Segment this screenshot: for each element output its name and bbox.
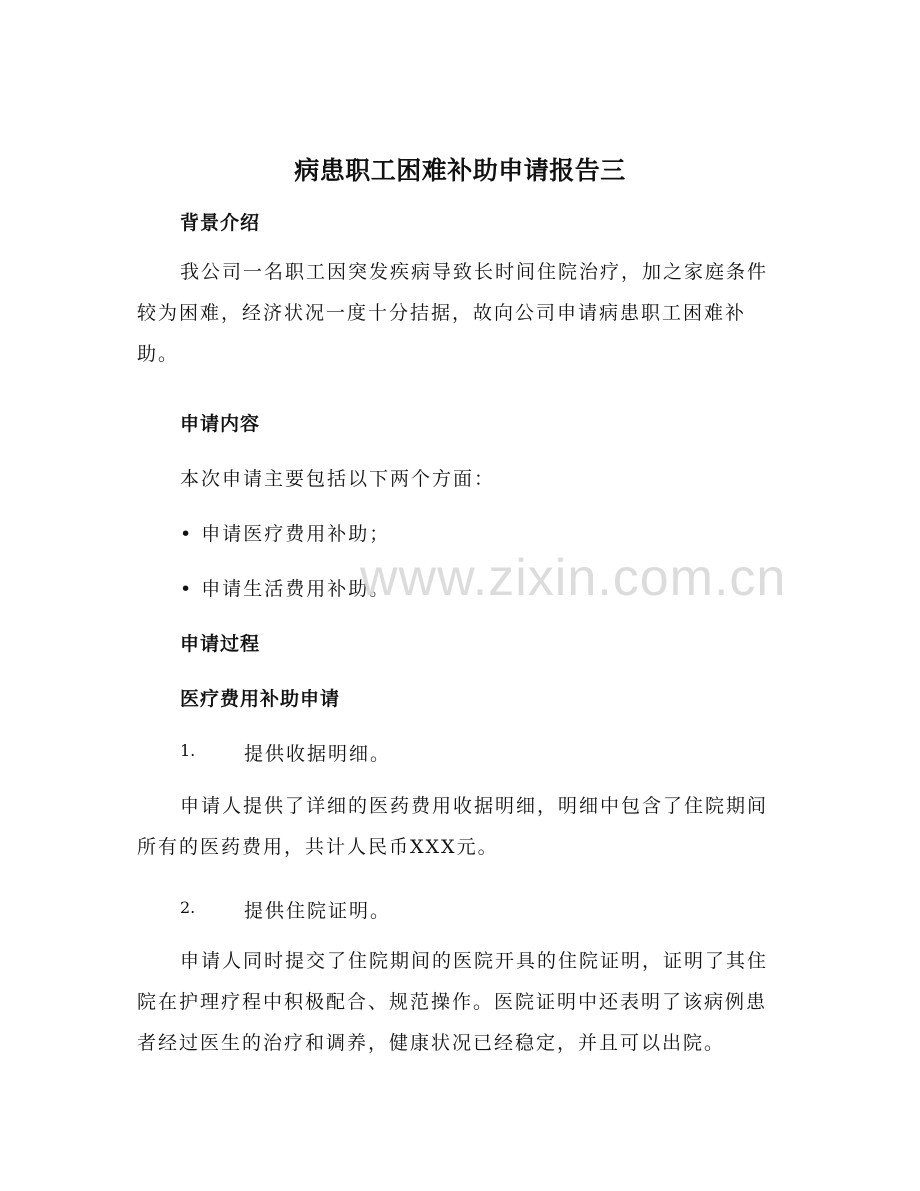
- watermark: www.zixin.com.cn: [360, 549, 787, 607]
- background-paragraph: 我公司一名职工因突发疾病导致长时间住院治疗，加之家庭条件较为困难，经济状况一度十分拮据，故向公司申请病患职工困难补助。: [137, 261, 769, 365]
- heading-content: 申请内容: [180, 413, 261, 435]
- step1-paragraph: 申请人提供了详细的医药费用收据明细，明细中包含了住院期间所有的医药费用，共计人民币XXX元。: [137, 795, 769, 858]
- subheading-medical-subsidy: 医疗费用补助申请: [180, 688, 341, 710]
- step1-text: 提供收据明细。: [244, 743, 392, 765]
- content-intro: 本次申请主要包括以下两个方面：: [180, 468, 496, 490]
- bullet-item-medical: • 申请医疗费用补助；: [180, 523, 391, 545]
- heading-process: 申请过程: [180, 633, 261, 655]
- step2-paragraph: 申请人同时提交了住院期间的医院开具的住院证明，证明了其住院在护理疗程中积极配合、规范操作。医院证明中还表明了该病例患者经过医生的治疗和调养，健康状况已经稳定，并且可以出院。: [137, 950, 769, 1054]
- step2-number: 2.: [180, 898, 196, 917]
- step2-text: 提供住院证明。: [244, 900, 392, 922]
- document-title: 病患职工困难补助申请报告三: [294, 156, 626, 185]
- bullet-item-living: • 申请生活费用补助。: [180, 578, 391, 600]
- heading-background: 背景介绍: [180, 212, 261, 234]
- step1-number: 1.: [180, 741, 196, 760]
